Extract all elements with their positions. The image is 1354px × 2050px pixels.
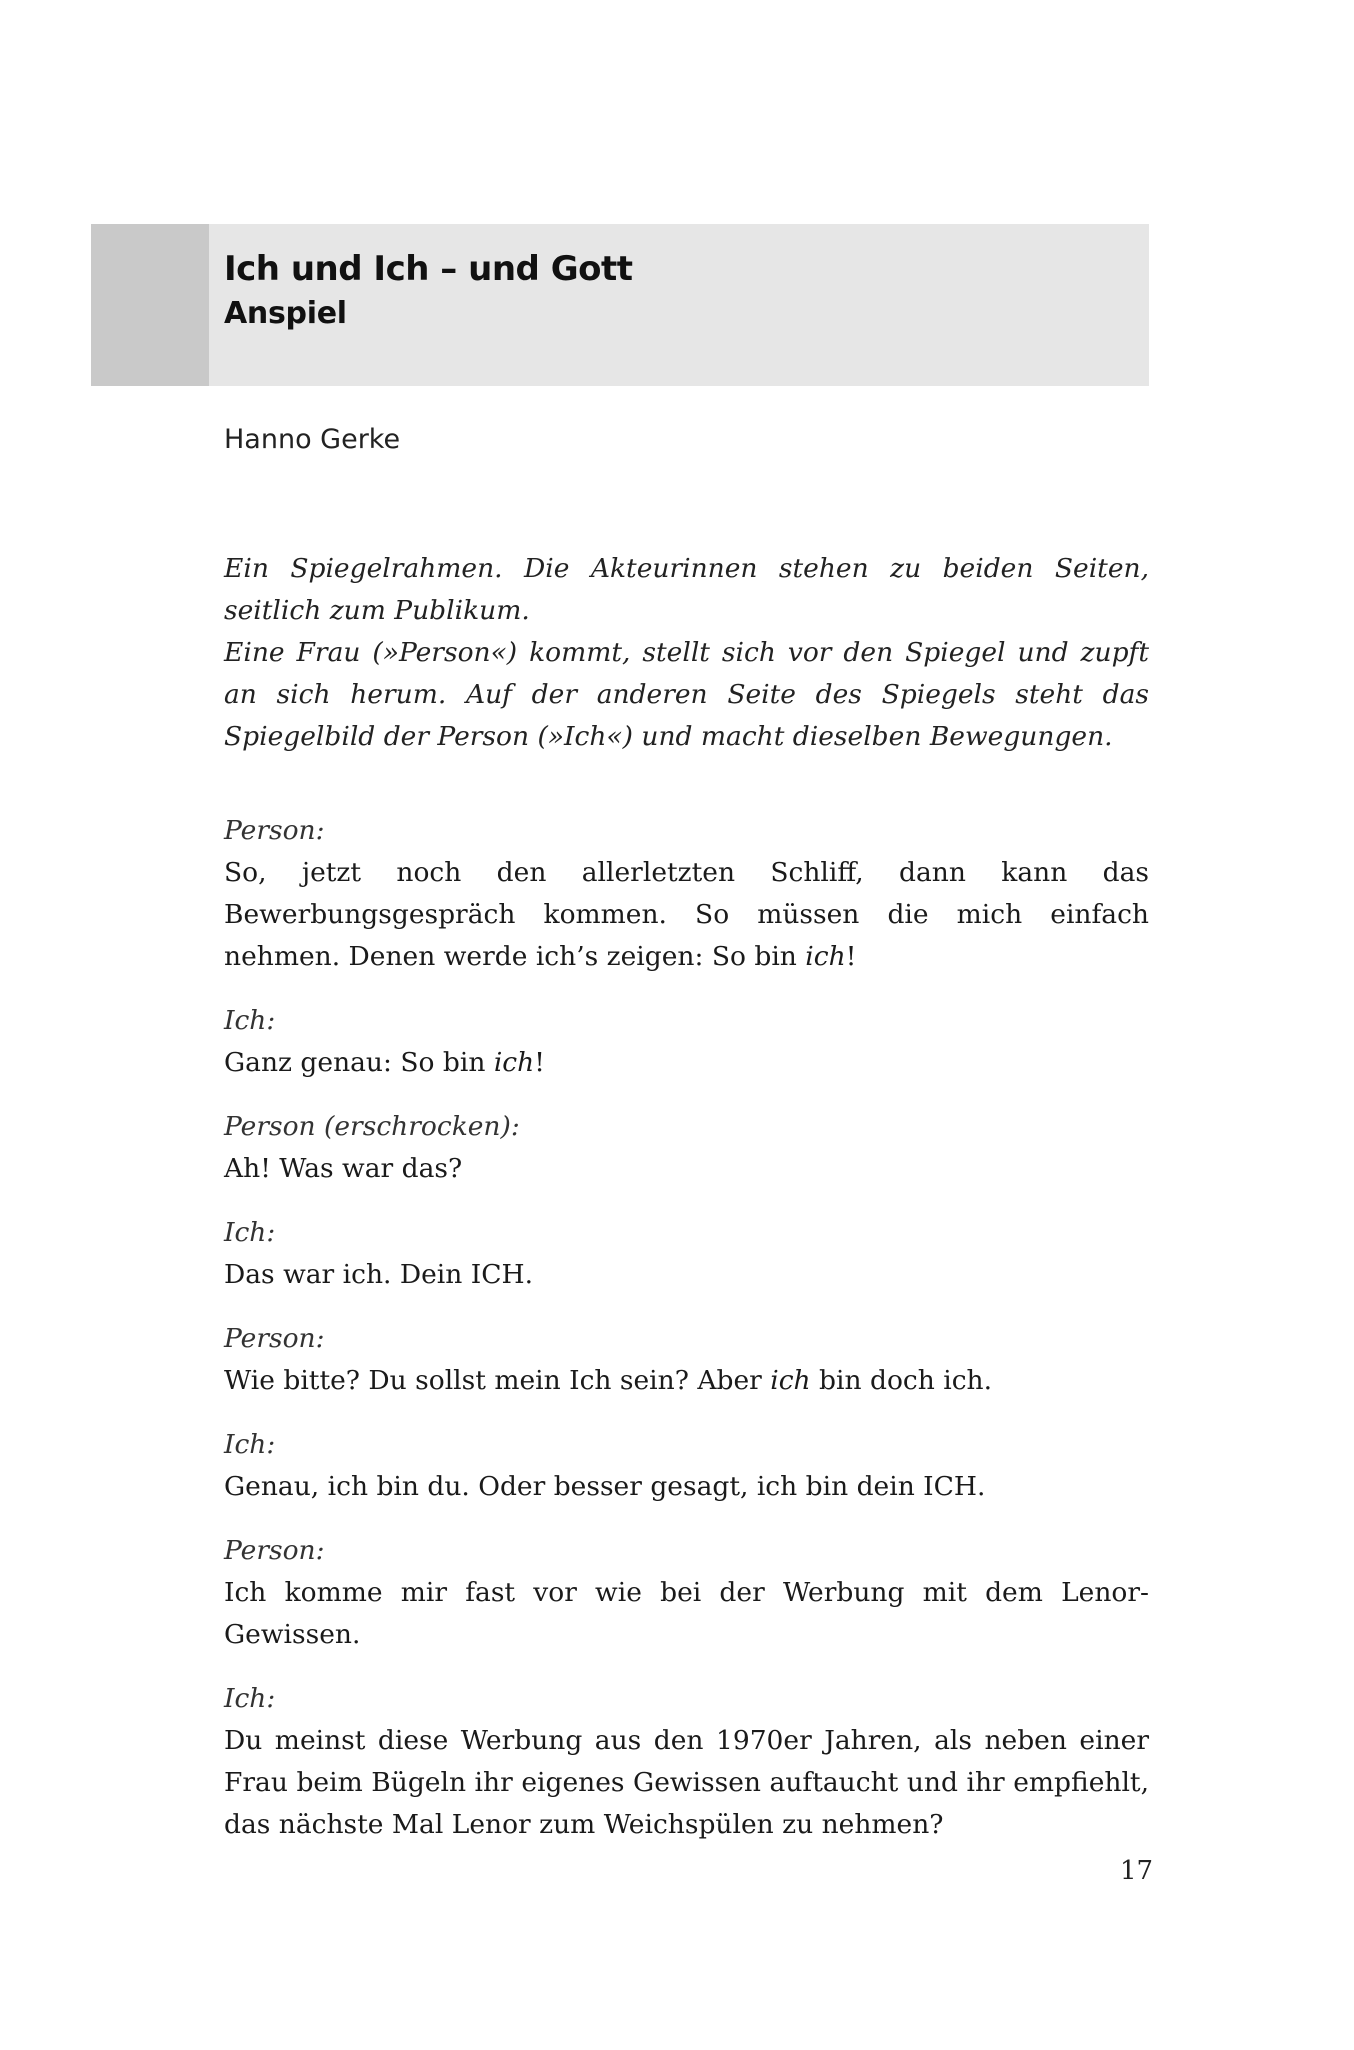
speaker-label: Person: (224, 1535, 325, 1566)
dialogue-turn (224, 1106, 1149, 1190)
dialogue-turn (224, 1424, 1149, 1508)
spoken-line: Das war ich. Dein ICH. (224, 1259, 534, 1290)
speaker-label: Person (erschrocken): (224, 1111, 520, 1142)
dialogue-turn (224, 1212, 1149, 1296)
author-name: Hanno Gerke (224, 424, 401, 455)
dialogue-turn (224, 1318, 1149, 1402)
stage-direction: Ein Spiegelrahmen. Die Akteurinnen stehen zu beiden Seiten, seitlich zum Publikum. (224, 553, 1149, 626)
spoken-line: Genau, ich bin du. Oder besser gesagt, ich bin dein ICH. (224, 1471, 986, 1502)
spoken-line: Ah! Was war das? (224, 1153, 463, 1184)
header-accent-bar (91, 224, 209, 386)
stage-direction: Eine Frau (»Person«) kommt, stellt sich vor den Spiegel und zupft an sich herum. Auf der anderen Seite des Spiegels steht das Spiegelbild der Person (»Ich«) und macht dieselben Bewegungen. (224, 637, 1149, 752)
spoken-line: Wie bitte? Du sollst mein Ich sein? Aber ich bin doch ich. (224, 1365, 993, 1396)
speaker-label: Ich: (224, 1683, 276, 1714)
chapter-subtitle: Anspiel (224, 296, 347, 331)
dialogue (224, 810, 1149, 1846)
spoken-line: So, jetzt noch den allerletzten Schliff, dann kann das Bewerbungsgespräch kommen. So müssen die mich einfach nehmen. Denen werde ich’s zeigen: So bin ich! (224, 857, 1149, 972)
main-content (224, 548, 1149, 1868)
dialogue-turn (224, 1530, 1149, 1656)
spoken-line: Ich komme mir fast vor wie bei der Werbung mit dem Lenor-Gewissen. (224, 1577, 1149, 1650)
speaker-label: Ich: (224, 1005, 276, 1036)
spoken-line: Ganz genau: So bin ich! (224, 1047, 545, 1078)
speaker-label: Person: (224, 1323, 325, 1354)
speaker-label: Ich: (224, 1429, 276, 1460)
header-titles (224, 246, 632, 336)
dialogue-turn (224, 810, 1149, 978)
chapter-title: Ich und Ich – und Gott (224, 249, 633, 289)
page-number: 17 (1120, 1856, 1154, 1886)
dialogue-turn (224, 1000, 1149, 1084)
dialogue-turn (224, 1678, 1149, 1846)
chapter-header (91, 224, 1149, 386)
speaker-label: Ich: (224, 1217, 276, 1248)
spoken-line: Du meinst diese Werbung aus den 1970er Jahren, als neben einer Frau beim Bügeln ihr eigenes Gewissen auftaucht und ihr empfiehlt, das nächste Mal Lenor zum Weichspülen zu nehmen? (224, 1725, 1149, 1840)
speaker-label: Person: (224, 815, 325, 846)
